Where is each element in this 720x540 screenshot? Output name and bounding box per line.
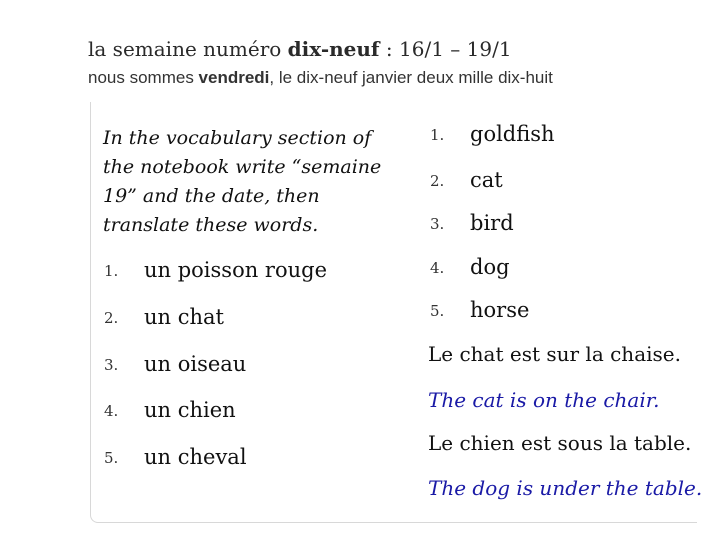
french-word: un chat bbox=[144, 305, 224, 329]
english-translation: The cat is on the chair. bbox=[428, 388, 660, 412]
title-prefix: la semaine numéro bbox=[88, 37, 288, 61]
english-translation: The dog is under the table. bbox=[428, 476, 703, 500]
french-sentence: Le chat est sur la chaise. bbox=[428, 342, 681, 366]
item-number: 3. bbox=[104, 356, 119, 374]
item-number: 1. bbox=[430, 126, 445, 144]
subtitle-day: vendredi bbox=[198, 68, 270, 87]
english-word: bird bbox=[470, 211, 514, 235]
french-sentence: Le chien est sous la table. bbox=[428, 431, 692, 455]
page-title bbox=[88, 37, 512, 61]
french-word: un oiseau bbox=[144, 352, 247, 376]
subtitle-date: , le dix-neuf janvier deux mille dix-huit bbox=[269, 68, 553, 87]
english-word: dog bbox=[470, 255, 510, 279]
item-number: 2. bbox=[104, 309, 119, 327]
french-word: un poisson rouge bbox=[144, 258, 328, 282]
page-subtitle bbox=[88, 68, 553, 88]
item-number: 4. bbox=[430, 259, 445, 277]
english-word: horse bbox=[470, 298, 530, 322]
item-number: 3. bbox=[430, 215, 445, 233]
french-word: un chien bbox=[144, 398, 236, 422]
item-number: 1. bbox=[104, 262, 119, 280]
item-number: 5. bbox=[104, 449, 119, 467]
item-number: 5. bbox=[430, 302, 445, 320]
french-word: un cheval bbox=[144, 445, 247, 469]
english-word: goldfish bbox=[470, 122, 555, 146]
title-dates: : 16/1 – 19/1 bbox=[379, 37, 512, 61]
english-word: cat bbox=[470, 168, 503, 192]
subtitle-prefix: nous sommes bbox=[88, 68, 199, 87]
title-week-number: dix-neuf bbox=[287, 37, 380, 61]
item-number: 4. bbox=[104, 402, 119, 420]
instructions-text: In the vocabulary section of the notebook write “semaine 19” and the date, then translate these words. bbox=[103, 127, 382, 236]
item-number: 2. bbox=[430, 172, 445, 190]
